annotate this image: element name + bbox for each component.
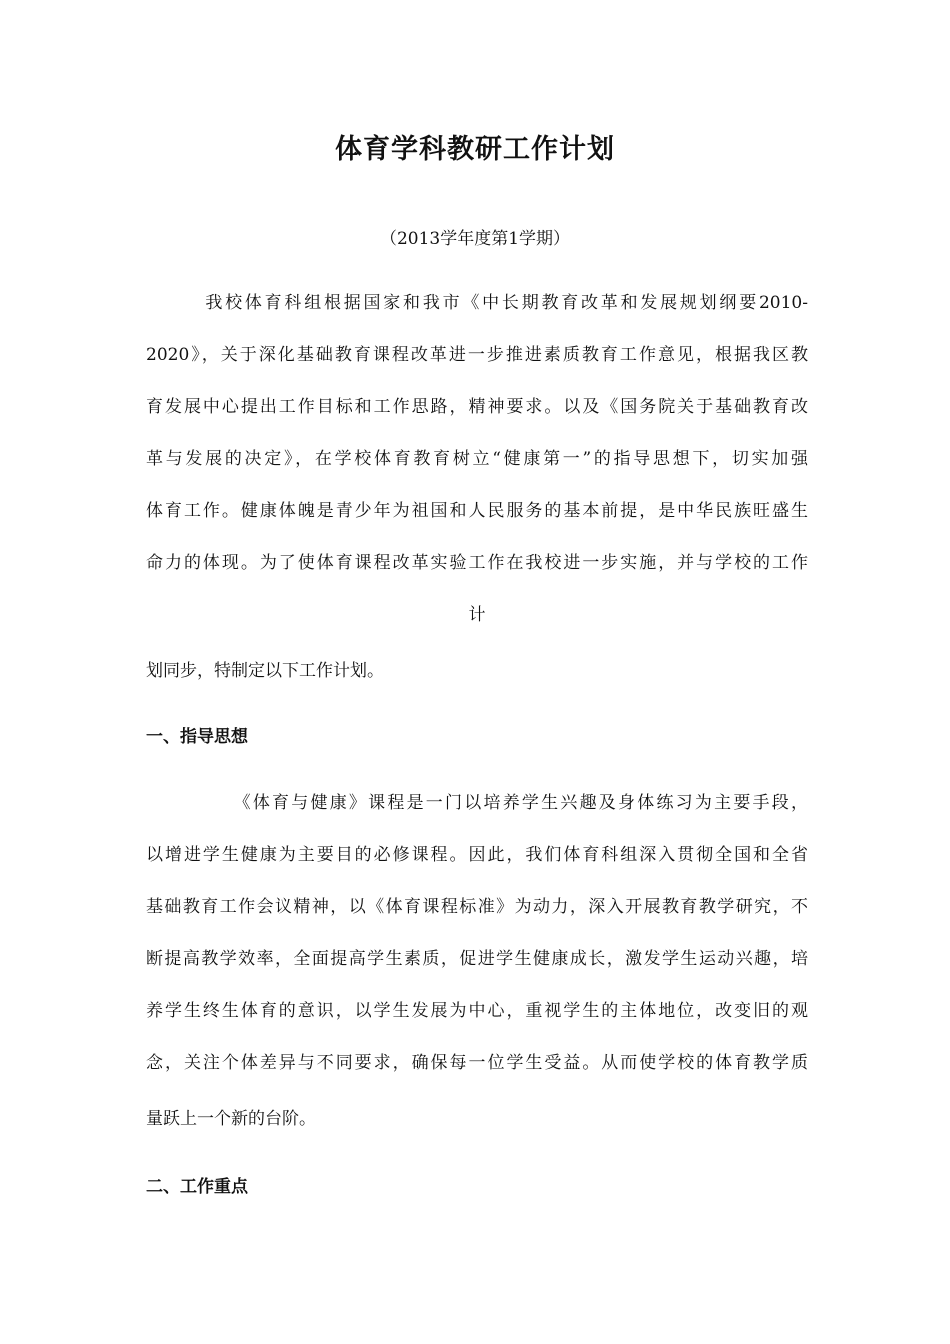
intro-line: 2020》，关于深化基础教育课程改革进一步推进素质教育工作意见，根据我区教 [146, 345, 808, 365]
document-title: 体育学科教研工作计划 [335, 134, 615, 165]
intro-paragraph [146, 286, 808, 650]
intro-line: 育发展中心提出工作目标和工作思路，精神要求。以及《国务院关于基础教育改 [146, 397, 808, 417]
intro-line: 革与发展的决定》，在学校体育教育树立“健康第一”的指导思想下，切实加强 [146, 449, 808, 469]
section1-paragraph [146, 786, 808, 1098]
section1-line: 养学生终生体育的意识，以学生发展为中心，重视学生的主体地位，改变旧的观 [146, 1001, 808, 1021]
section1-line: 《体育与健康》课程是一门以培养学生兴趣及身体练习为主要手段， [146, 793, 808, 813]
intro-line: 我校体育科组根据国家和我市《中长期教育改革和发展规划纲要2010- [146, 293, 808, 313]
intro-line: 体育工作。健康体魄是青少年为祖国和人民服务的基本前提，是中华民族旺盛生 [146, 501, 808, 521]
section-heading-guiding-ideology: 一、指导思想 [146, 727, 248, 747]
intro-orphan-char: 计 [468, 605, 486, 625]
section1-last-line: 量跃上一个新的台阶。 [146, 1109, 316, 1129]
section1-line: 以增进学生健康为主要目的必修课程。因此，我们体育科组深入贯彻全国和全省 [146, 845, 808, 865]
intro-line: 命力的体现。为了使体育课程改革实验工作在我校进一步实施，并与学校的工作 [146, 553, 808, 573]
section1-line: 念，关注个体差异与不同要求，确保每一位学生受益。从而使学校的体育教学质 [146, 1053, 808, 1073]
section-heading-work-focus: 二、工作重点 [146, 1177, 248, 1197]
intro-last-line: 划同步，特制定以下工作计划。 [146, 661, 384, 681]
section1-line: 基础教育工作会议精神，以《体育课程标准》为动力，深入开展教育教学研究，不 [146, 897, 808, 917]
document-subtitle: （2013学年度第1学期） [379, 229, 571, 249]
section1-line: 断提高教学效率，全面提高学生素质，促进学生健康成长，激发学生运动兴趣，培 [146, 949, 808, 969]
